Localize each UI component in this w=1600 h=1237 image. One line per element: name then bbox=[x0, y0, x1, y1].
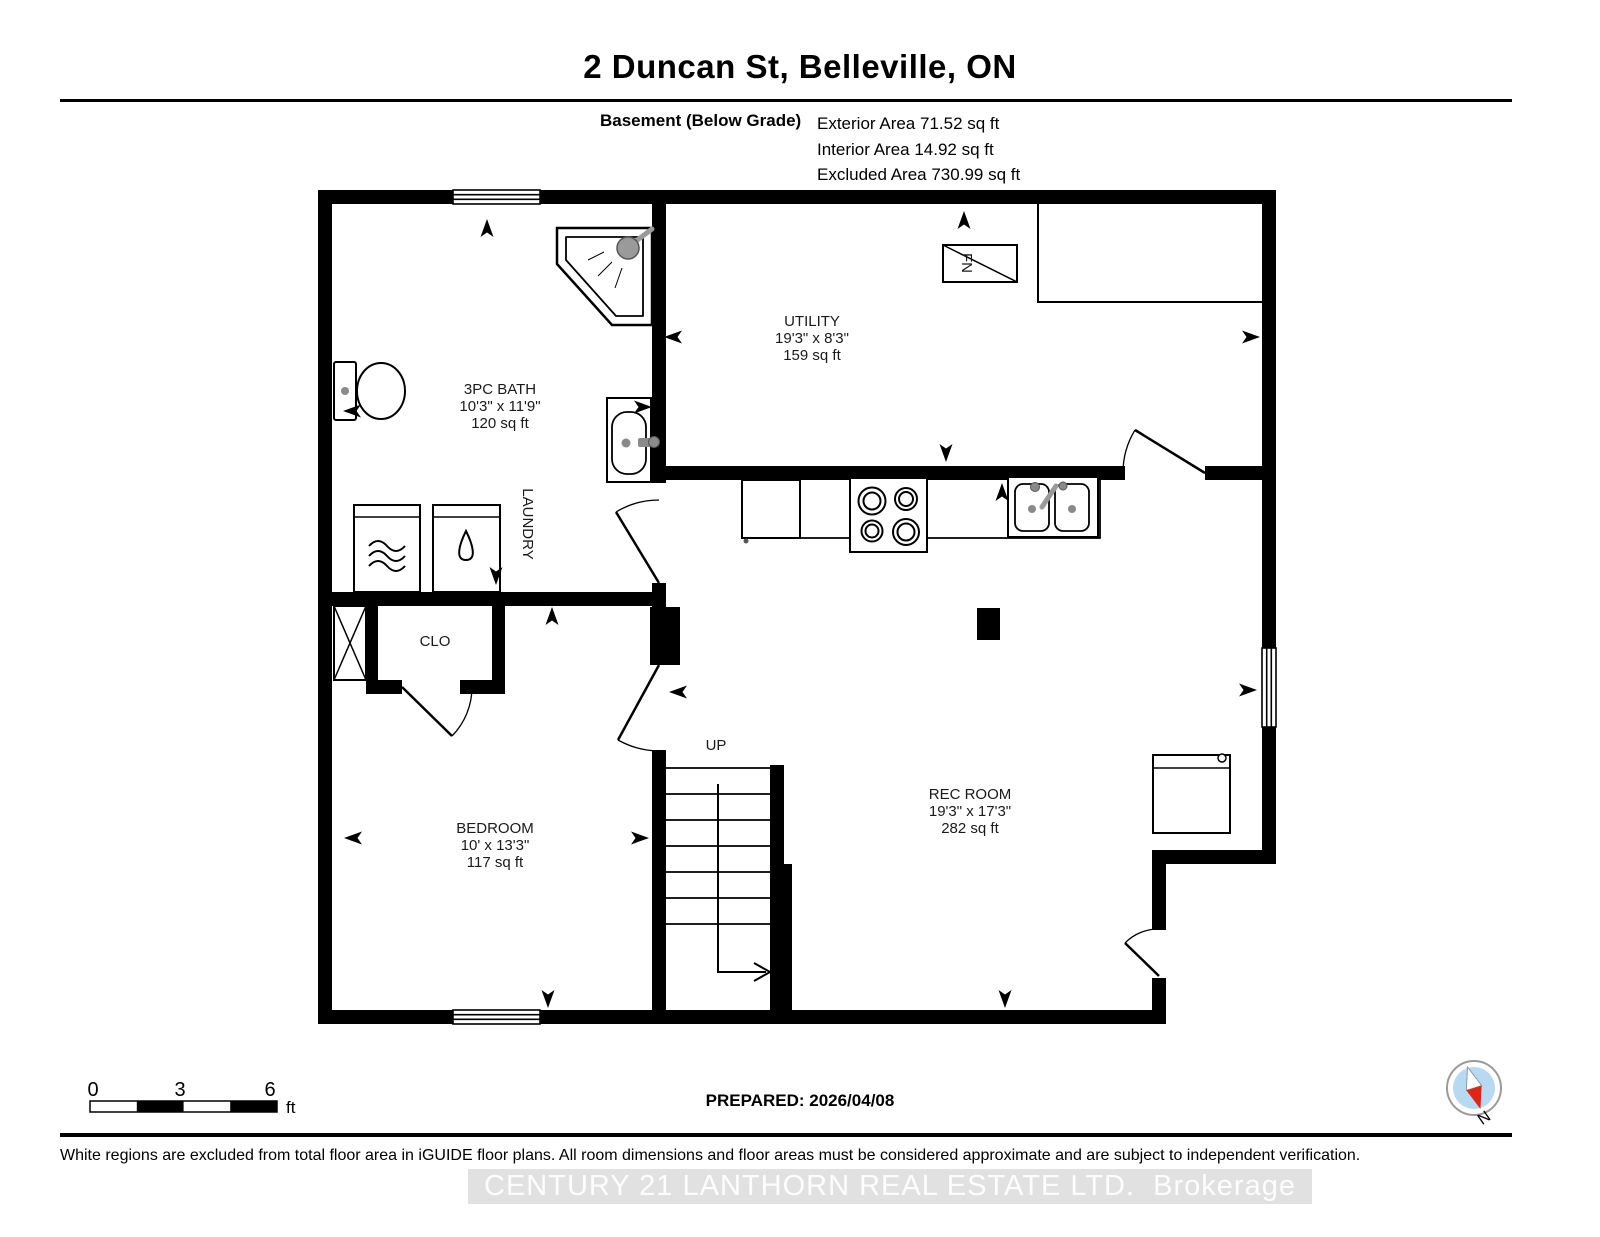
rec-room-area: 282 sq ft bbox=[941, 820, 999, 837]
compass-north-label: N bbox=[1474, 1108, 1495, 1129]
shower-icon bbox=[557, 228, 652, 325]
brokerage-watermark: CENTURY 21 LANTHORN REAL ESTATE LTD. Brokerage bbox=[468, 1169, 1312, 1204]
prepared-date: PREPARED: 2026/04/08 bbox=[705, 1091, 895, 1110]
arrow-icon bbox=[996, 483, 1009, 501]
arrow-icon bbox=[1242, 331, 1260, 344]
door-bath bbox=[616, 500, 659, 583]
excluded-area: Excluded Area 730.99 sq ft bbox=[817, 165, 1021, 184]
floor-label: Basement (Below Grade) bbox=[600, 111, 802, 130]
disclaimer-text: White regions are excluded from total floor area in iGUIDE floor plans. All room dimensions and floor areas must be considered approximate and are subject to independent verification. bbox=[60, 1147, 1361, 1164]
fridge-icon bbox=[742, 480, 800, 544]
door-stairs bbox=[618, 665, 659, 751]
support-column bbox=[977, 608, 1000, 640]
interior-area: Interior Area 14.92 sq ft bbox=[817, 139, 994, 159]
utility-storage-outline bbox=[1038, 204, 1262, 302]
bath-name: 3PC BATH bbox=[463, 381, 537, 398]
rec-room-name: REC ROOM bbox=[928, 786, 1012, 803]
page-title: 2 Duncan St, Belleville, ON bbox=[583, 48, 1017, 85]
arrow-icon bbox=[631, 832, 649, 845]
utility-dims: 19'3" x 8'3" bbox=[775, 330, 849, 347]
scale-tick-0: 0 bbox=[87, 1079, 99, 1101]
closet-label: CLO bbox=[419, 633, 451, 650]
bath-area: 120 sq ft bbox=[471, 415, 529, 432]
window-bath-top bbox=[453, 190, 540, 204]
arrow-icon bbox=[999, 990, 1012, 1008]
freezer-icon bbox=[1153, 754, 1230, 833]
bedroom-area: 117 sq ft bbox=[466, 854, 524, 871]
door-bedroom bbox=[402, 687, 472, 736]
window-rec-right bbox=[1262, 648, 1276, 727]
door-utility bbox=[1123, 430, 1205, 473]
scale-unit: ft bbox=[286, 1098, 296, 1117]
arrow-icon bbox=[546, 607, 559, 625]
stove-icon bbox=[850, 478, 927, 552]
arrow-icon bbox=[958, 211, 971, 229]
dryer-icon bbox=[433, 505, 500, 592]
arrow-icon bbox=[940, 444, 953, 462]
bedroom-name: BEDROOM bbox=[456, 820, 534, 837]
bath-dims: 10'3" x 11'9" bbox=[459, 398, 541, 415]
arrow-icon bbox=[344, 832, 362, 845]
washer-icon bbox=[354, 505, 420, 592]
scale-tick-6: 6 bbox=[264, 1079, 276, 1101]
window-bedroom-bottom bbox=[453, 1010, 540, 1024]
arrow-icon bbox=[481, 219, 494, 237]
utility-area: 159 sq ft bbox=[783, 347, 841, 364]
furnace-label: FN bbox=[958, 253, 975, 273]
rec-room-dims: 19'3" x 17'3" bbox=[928, 803, 1012, 820]
arrow-icon bbox=[669, 686, 687, 699]
stairs-up-label: UP bbox=[705, 737, 727, 754]
arrow-icon bbox=[1239, 684, 1257, 697]
stair-run-line bbox=[718, 784, 766, 972]
footer-divider bbox=[60, 1133, 1512, 1137]
bedroom-dims: 10' x 13'3" bbox=[460, 837, 530, 854]
scale-tick-3: 3 bbox=[174, 1079, 186, 1101]
laundry-label: LAUNDRY bbox=[519, 488, 536, 560]
utility-name: UTILITY bbox=[784, 313, 840, 330]
furnace-icon bbox=[943, 245, 1017, 282]
arrow-icon bbox=[664, 331, 682, 344]
kitchen-sink-icon bbox=[1008, 477, 1098, 537]
door-rec bbox=[1125, 929, 1159, 976]
bath-sink-icon bbox=[607, 398, 660, 482]
arrow-icon bbox=[542, 990, 555, 1008]
stairs bbox=[666, 768, 770, 981]
exterior-area: Exterior Area 71.52 sq ft bbox=[817, 114, 1000, 133]
chimney-icon bbox=[334, 606, 366, 680]
